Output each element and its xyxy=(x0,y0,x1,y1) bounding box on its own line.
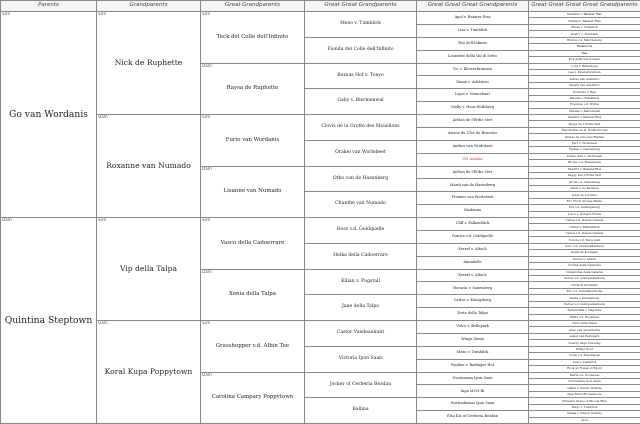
ancestor-name: Nocturama Ipon Saan xyxy=(452,375,493,380)
ancestor-name: Victoria Ipon Saan xyxy=(338,355,383,361)
ancestor-name: Ballina xyxy=(352,407,369,413)
ancestor-name: Zodiac Kim v. Worlebeet xyxy=(566,153,603,158)
ancestor-name: Poetry v. Tumblick xyxy=(570,31,599,36)
ancestor-gen4-8 xyxy=(305,218,417,244)
ancestor-name: Horacia v. Saxenberg xyxy=(452,285,492,290)
ancestor-gen2-3 xyxy=(97,321,201,424)
ancestor-name: Jane della Talpa xyxy=(341,304,380,310)
ancestor-gen4-10 xyxy=(305,269,417,295)
ancestor-gen5-14 xyxy=(417,192,529,205)
sire-tag: Sire xyxy=(202,320,211,325)
ancestor-gen4-12 xyxy=(305,321,417,347)
ancestor-gen4-0 xyxy=(305,12,417,38)
ancestor-name: Lord v. Rittenberg xyxy=(571,63,598,68)
ancestor-name: Fjenna v. Galvenberg xyxy=(568,147,601,152)
ancestor-name: Mexo v. Tumblick xyxy=(456,349,489,354)
ancestor-name: Louisette della Val di Setto xyxy=(447,53,498,58)
ancestor-gen5-5 xyxy=(417,76,529,89)
ancestor-name: Molly v. Haus Rothberg xyxy=(451,105,494,110)
ancestor-gen3-6 xyxy=(201,321,305,373)
ancestor-name: Mexo v. Tumblick xyxy=(571,404,598,409)
ancestor-gen5-21 xyxy=(417,282,529,295)
ancestor-name: Urban v. Falkenblick xyxy=(569,224,600,229)
ancestor-name: Chanthe van Numado xyxy=(335,201,386,207)
ancestor-name: Madonna xyxy=(463,208,482,213)
ancestor-name: Danica v.d. Goldquelle xyxy=(452,234,493,239)
ancestor-name: Quarry degli Schwing xyxy=(568,340,601,345)
ancestor-name: Xevo v.d. Goldquellenberg xyxy=(565,244,604,249)
header-great-grandparents: Great Grandparents xyxy=(201,1,305,12)
ancestor-name: Otho van de Hazenberg xyxy=(332,175,389,181)
ancestor-gen4-14 xyxy=(305,372,417,398)
sire-tag: Sire xyxy=(202,114,211,119)
ancestor-gen3-0 xyxy=(201,12,305,64)
ancestor-name: Nick de Ruphette xyxy=(114,58,183,68)
ancestor-name: Wingz Xenia xyxy=(461,337,484,342)
ancestor-gen5-20 xyxy=(417,269,529,282)
ancestor-name: Fionda del Colle dell'Infinito xyxy=(327,46,394,52)
ancestor-name: Furio van Wordanis xyxy=(225,136,280,143)
header-parents: Parents xyxy=(1,1,97,12)
ancestor-gen5-16 xyxy=(417,218,529,231)
ancestor-name: Peggy de L'Erdie Vert xyxy=(568,121,601,126)
ancestor-name: Xandrix v. Batarer Riss xyxy=(567,166,602,171)
dam-tag: Dam xyxy=(2,217,12,222)
ancestor-name: Arca xyxy=(581,417,588,422)
ancestor-gen3-7 xyxy=(201,372,305,424)
ancestor-name: Elsa Kis of Cerberia Bezdan xyxy=(447,414,498,419)
ancestor-name: Norina della Galarsini xyxy=(568,263,601,268)
header-gggg-grandparents: Great Great Great Great Grandparents xyxy=(529,1,640,12)
ancestor-name: Vic v. Klosterbrunnen xyxy=(452,66,493,71)
ancestor-name: Grandolina della Galarsa xyxy=(566,269,603,274)
ancestor-gen5-4 xyxy=(417,63,529,76)
ancestor-name: Wendy van Adelsirro xyxy=(569,83,600,88)
ancestor-name: Go van Wordanis xyxy=(9,108,88,120)
ancestor-name: Greta di Kormann xyxy=(571,282,598,287)
ancestor-gen5-8 xyxy=(417,115,529,128)
ancestor-name: Coyote v.d. Berg Aust xyxy=(568,237,601,242)
ancestor-name: Castor Vandeaukunt xyxy=(336,330,385,336)
ancestor-gen5-15 xyxy=(417,205,529,218)
ancestor-name: Torta della Talpa xyxy=(457,311,488,316)
dam-tag: Dam xyxy=(98,320,108,325)
ancestor-name: Exporienne de la Truffe Proclie xyxy=(561,128,608,133)
ancestor-name: Apol v. Batarer Riss xyxy=(454,15,491,20)
ancestor-name: Anthos van Worlebeet xyxy=(452,143,493,148)
ancestor-gen5-31 xyxy=(417,411,529,424)
ancestor-name: Greta v. Königsberg xyxy=(569,295,600,300)
ancestor-name: Xerxel v.d. Goldquellenberg xyxy=(564,301,605,306)
sire-tag: Sire xyxy=(202,11,211,16)
ancestor-name: Eva della Val di Setto xyxy=(568,57,601,62)
ancestor-name: Zeltus van Adelsirro xyxy=(569,76,600,81)
ancestor-name: Rook ut Frelen vi Egom xyxy=(567,366,602,371)
dam-tag: Dam xyxy=(98,114,108,119)
ancestor-name: Evu v.d. Kerlingsberg xyxy=(568,205,601,210)
pedigree-body xyxy=(1,12,640,424)
ancestor-gen4-13 xyxy=(305,346,417,372)
ancestor-name: Clovis de la Grotte des Moisillons xyxy=(321,124,400,130)
ancestor-name: Onkel v. Nesvic Grande xyxy=(567,385,602,390)
ancestor-gen5-9 xyxy=(417,127,529,140)
ancestor-name: Xerxel v. Altach xyxy=(573,256,596,261)
ancestor-name: Grasshopper v.d. Albin Tee xyxy=(215,342,290,349)
ancestor-gen3-3 xyxy=(201,166,305,218)
ancestor-name: Inga Mi-Vi-Bi xyxy=(460,388,485,393)
ancestor-name: Koral Kupa Poppytown xyxy=(104,367,193,377)
sire-tag: Sire xyxy=(98,11,107,16)
ancestor-gen2-1 xyxy=(97,115,201,218)
ancestor-name: Bellamicia xyxy=(576,44,593,49)
ancestor-name: Lea v. Klosterbrunnen xyxy=(568,70,601,75)
ancestor-name: Jerom v.d. Hazenberg xyxy=(568,179,601,184)
ancestor-name: Gislea v. Nesvic Grande xyxy=(567,411,602,416)
ancestor-gen5-17 xyxy=(417,230,529,243)
ancestor-gen5-26 xyxy=(417,346,529,359)
ancestor-gen1-0 xyxy=(1,12,97,218)
ancestor-name: Clinedon Grace of Bloody Blue xyxy=(562,398,607,403)
ancestor-gen6-63 xyxy=(529,417,640,423)
ancestor-name: Lisa v. Tumblick xyxy=(457,28,488,33)
ancestor-name: Brome v.d. Hazenberg xyxy=(568,160,601,165)
ancestor-gen4-2 xyxy=(305,63,417,89)
ancestor-name: Ben xyxy=(581,50,588,55)
ancestor-name: Doxa v.d. Kiwenhoek xyxy=(569,353,600,358)
ancestor-name: Kilian v. Pugstall xyxy=(341,278,380,284)
ancestor-gen4-9 xyxy=(305,243,417,269)
ancestor-name: Brexa v. Tumblick xyxy=(571,25,598,30)
ancestor-name: Helka della Cadoerrare xyxy=(333,252,388,258)
ancestor-name: Xerxel v. Altach xyxy=(458,246,487,251)
ancestor-name: Jenix de Lorenne xyxy=(572,192,597,197)
ancestor-name: Vasco della Cadoerrare xyxy=(220,239,285,246)
ancestor-gen2-2 xyxy=(97,218,201,321)
ancestor-name: Carolina Campary Poppytown xyxy=(211,394,294,401)
ancestor-name: Erasmus v.d. Wiche xyxy=(570,102,599,107)
ancestor-name: Nostradamus Ipon Saan xyxy=(450,401,495,406)
ancestor-name: Hoss v.d. Goldquelle xyxy=(336,227,385,233)
ancestor-gen5-27 xyxy=(417,359,529,372)
header-ggg-grandparents: Great Great Great Grandparents xyxy=(417,1,529,12)
ancestor-gen3-2 xyxy=(201,115,305,167)
ancestor-gen5-22 xyxy=(417,295,529,308)
ancestor-name: Arthos de l'Erdie Vert xyxy=(452,118,493,123)
ancestor-gen5-7 xyxy=(417,102,529,115)
sire-tag: Sire xyxy=(2,11,11,16)
ancestor-name: Fabelle v. Fabelberg xyxy=(569,95,600,100)
ancestor-name: Lisa v. Tumblick xyxy=(572,359,597,364)
ancestor-gen5-23 xyxy=(417,308,529,321)
ancestor-name: Xerxel v.d. Goldquellenberg xyxy=(564,276,605,281)
ancestor-gen1-1 xyxy=(1,218,97,424)
ancestor-name: Xenia della Talpa xyxy=(229,291,276,298)
ancestor-gen3-1 xyxy=(201,63,305,115)
ancestor-name: Ero v.d. Schwalpurtsche xyxy=(566,289,603,294)
ancestor-name: Diana v. Adelsirro xyxy=(456,79,489,84)
ancestor-name: Ferr v. Worlebeet xyxy=(571,141,598,146)
ancestor-gen5-2 xyxy=(417,37,529,50)
ancestor-name: Tito dell'Infinito xyxy=(457,40,488,45)
ancestor-name: Mexo v. Tumblick xyxy=(340,21,381,27)
ancestor-gen5-29 xyxy=(417,385,529,398)
dam-tag: Dam xyxy=(202,63,212,68)
ancestor-name: Nocturama Ipon Saan xyxy=(568,379,601,384)
dam-tag: Dam xyxy=(202,269,212,274)
ancestor-name: Orakel van Worlebeet xyxy=(335,149,386,155)
ancestor-gen5-13 xyxy=(417,179,529,192)
header-grandparents: Grandparents xyxy=(97,1,201,12)
ancestor-name: Arthos de l'Erdie Vert xyxy=(452,169,493,174)
ancestor-gen5-19 xyxy=(417,256,529,269)
ancestor-name: Annabelle xyxy=(463,259,482,264)
ancestor-gen4-11 xyxy=(305,295,417,321)
ancestor-name: Mardi van de Hazenberg xyxy=(449,182,496,187)
ancestor-name: Jocker of Cerberia Bezdan xyxy=(329,381,392,387)
ancestor-name: Vulco v. Bellopark xyxy=(456,324,489,329)
ancestor-gen4-7 xyxy=(305,192,417,218)
ancestor-gen4-4 xyxy=(305,115,417,141)
ancestor-name: Scudetto v. Bell xyxy=(573,89,596,94)
ancestor-name: Gaby v. Biermenwal xyxy=(337,98,384,104)
ancestor-gen4-1 xyxy=(305,37,417,63)
ancestor-gen5-3 xyxy=(417,50,529,63)
ancestor-gen4-15 xyxy=(305,398,417,424)
ancestor-name: Mirelle v. Bentonwall xyxy=(568,108,601,113)
ancestor-gen2-0 xyxy=(97,12,201,115)
ancestor-name: Nero della Talpa xyxy=(572,321,597,326)
ancestor-name: Xerxel v. Altach xyxy=(458,272,487,277)
ancestor-name: Cliff v. Falkenblick xyxy=(455,221,490,226)
ancestor-name: Lajos v. Neunebaut xyxy=(455,92,490,97)
ancestor-gen5-11 xyxy=(417,153,529,166)
ancestor-name: Wingz Noor xyxy=(575,347,594,352)
ancestor-gen5-28 xyxy=(417,372,529,385)
sire-tag: Sire xyxy=(98,217,107,222)
ancestor-name: Chanel v. Batarer Riss xyxy=(568,18,601,23)
ancestor-name: Evo Front Stones Marre xyxy=(566,198,603,203)
ancestor-name: Xandrix v. Batarer Riss xyxy=(567,115,602,120)
ancestor-name: Premier van Worlebeet xyxy=(451,195,494,200)
ancestor-gen5-18 xyxy=(417,243,529,256)
ancestor-gen5-12 xyxy=(417,166,529,179)
ancestor-name: Inga Mi-Vi-Bi Gessuone xyxy=(567,392,602,397)
ancestor-gen5-24 xyxy=(417,321,529,334)
ancestor-gen5-6 xyxy=(417,89,529,102)
ancestor-gen4-6 xyxy=(305,166,417,192)
ancestor-name: Carlos v. Königsberg xyxy=(453,298,492,303)
ancestor-name: Xanti v. de Barbara xyxy=(570,186,599,191)
ancestor-name: Merle v.d. Koonewal xyxy=(569,372,600,377)
ancestor-gen5-30 xyxy=(417,398,529,411)
ancestor-name: Teck del Colle dell'Infinito xyxy=(216,33,289,40)
ancestor-name: Greta de Kormann xyxy=(570,250,599,255)
header-great-great-grandparents: Great Great Grandparents xyxy=(305,1,417,12)
ancestor-name: Quintina Steptown xyxy=(4,314,93,326)
ancestor-name: Roxanne van Numado xyxy=(106,161,191,171)
ancestor-gen4-5 xyxy=(305,140,417,166)
ancestor-name: Carlos v.d. Nanan Grande xyxy=(565,231,604,236)
ancestor-name: Oriade du Clos des Brarias xyxy=(564,134,605,139)
ancestor-gen3-4 xyxy=(201,218,305,270)
ancestor-name: Paulina v. Badinger Hof xyxy=(451,362,494,367)
ancestor-name: Lisanne van Numado xyxy=(223,188,282,195)
ancestor-name: Brutus v.d. Marcheberg xyxy=(567,38,602,43)
ancestor-name: Joyce v. Dongs's Horse xyxy=(567,211,602,216)
ancestor-name: Gaso van Ypetchorne xyxy=(568,327,601,332)
ancestor-name: Kashmir v. Batarer Riss xyxy=(567,12,602,17)
ancestor-gen5-1 xyxy=(417,24,529,37)
ancestor-name: Fernandina v. Hagenbe xyxy=(567,308,602,313)
ancestor-gen5-10 xyxy=(417,140,529,153)
ancestor-name: Vip della Talpa xyxy=(119,264,178,274)
ancestor-name: Peggy Del L'Erdie Vert xyxy=(567,173,602,178)
ancestor-gen5-0 xyxy=(417,12,529,25)
ancestor-name: Boxxas Hof v. Tonyo xyxy=(337,72,384,78)
dam-tag: Dam xyxy=(202,166,212,171)
ancestor-gen5-25 xyxy=(417,333,529,346)
dam-tag: Dam xyxy=(202,372,212,377)
sire-tag: Sire xyxy=(202,217,211,222)
ancestor-name: Misty v.d. Royannet xyxy=(570,314,599,319)
ancestor-name: Raysa de Ruphette xyxy=(226,85,279,92)
ancestor-name: Ariane du Clos du Bruerias xyxy=(447,131,498,136)
ancestor-name: Carlos v.d. Nanan Grande xyxy=(565,218,604,223)
ancestor-gen4-3 xyxy=(305,89,417,115)
ancestor-name: CH Aranka xyxy=(462,156,483,161)
header-row xyxy=(1,1,640,12)
ancestor-name: Aiglet van Bellopark xyxy=(569,334,600,339)
ancestor-gen3-5 xyxy=(201,269,305,321)
